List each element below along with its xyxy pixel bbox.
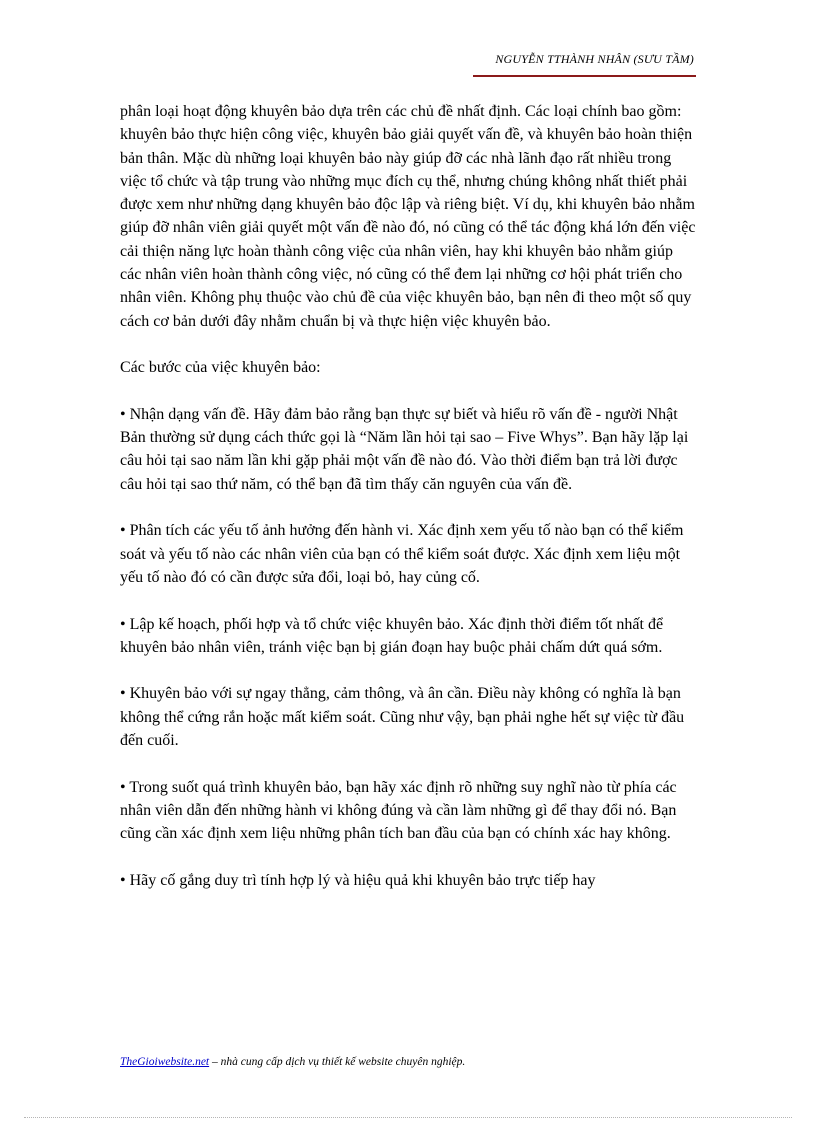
step-paragraph-5: • Trong suốt quá trình khuyên bảo, bạn hãy xác định rõ những suy nghĩ nào từ phía các nhân viên dẫn đến những hành vi không đúng và cần làm những gì để thay đổi nó. Bạn cũng cần xác định xem liệu những phân tích ban đầu của bạn có chính xác hay không. — [120, 778, 677, 843]
footer-website-link[interactable]: TheGioiwebsite.net — [120, 1056, 210, 1068]
step-paragraph-3: • Lập kế hoạch, phối hợp và tổ chức việc khuyên bảo. Xác định thời điểm tốt nhất để khuyên bảo nhân viên, tránh việc bạn bị gián đoạn hay buộc phải chấm dứt quá sớm. — [120, 615, 664, 656]
step-paragraph-4: • Khuyên bảo với sự ngay thẳng, cảm thông, và ân cần. Điều này không có nghĩa là bạn không thể cứng rắn hoặc mất kiểm soát. Cũng như vậy, bạn phải nghe hết sự việc từ đầu đến cuối. — [120, 685, 685, 750]
footer-tagline: – nhà cung cấp dịch vụ thiết kế website chuyên nghiệp. — [209, 1056, 466, 1068]
intro-paragraph: phân loại hoạt động khuyên bảo dựa trên các chủ đề nhất định. Các loại chính bao gồm: khuyên bảo thực hiện công việc, khuyên bảo giải quyết vấn đề, và khuyên bảo hoàn thiện bản thân. Mặc dù những loại khuyên bảo này giúp đỡ các nhà lãnh đạo rất nhiều trong việc tổ chức và tập trung vào những mục đích cụ thể, nhưng chúng không nhất thiết phải được xem như những dạng khuyên bảo độc lập và riêng biệt. Ví dụ, khi khuyên bảo nhằm giúp đỡ nhân viên giải quyết một vấn đề nào đó, nó cũng có thể tác động khá lớn đến việc cải thiện năng lực hoàn thành công việc của nhân viên, hay khi khuyên bảo nhằm giúp các nhân viên hoàn thành công việc, nó cũng có thể đem lại những cơ hội phát triển cho nhân viên. Không phụ thuộc vào chủ đề của việc khuyên bảo, bạn nên đi theo một số quy cách cơ bản dưới đây nhằm chuẩn bị và thực hiện việc khuyên bảo. — [120, 103, 696, 330]
header-divider — [473, 75, 696, 77]
footer — [120, 1056, 465, 1068]
step-paragraph-2: • Phân tích các yếu tố ảnh hưởng đến hành vi. Xác định xem yếu tố nào bạn có thể kiểm soát và yếu tố nào các nhân viên của bạn có thể kiểm soát được. Xác định xem liệu một yếu tố nào đó có cần được sửa đổi, loại bỏ, hay củng cố. — [120, 522, 684, 586]
step-paragraph-1: • Nhận dạng vấn đề. Hãy đảm bảo rằng bạn thực sự biết và hiểu rõ vấn đề - người Nhật Bản thường sử dụng cách thức gọi là “Năm lần hỏi tại sao – Five Whys”. Bạn hãy lặp lại câu hỏi tại sao năm lần khi gặp phải một vấn đề nào đó. Vào thời điểm bạn trả lời được câu hỏi tại sao thứ năm, có thể bạn đã tìm thấy căn nguyên của vấn đề. — [120, 405, 689, 493]
document-body — [120, 100, 698, 892]
step-paragraph-6: • Hãy cố gắng duy trì tính hợp lý và hiệu quả khi khuyên bảo trực tiếp hay — [120, 871, 596, 889]
header-author: NGUYỄN TTHÀNH NHÂN (SƯU TẦM) — [495, 52, 694, 66]
page-bottom-border — [24, 1117, 792, 1118]
steps-heading: Các bước của việc khuyên bảo: — [120, 359, 321, 377]
